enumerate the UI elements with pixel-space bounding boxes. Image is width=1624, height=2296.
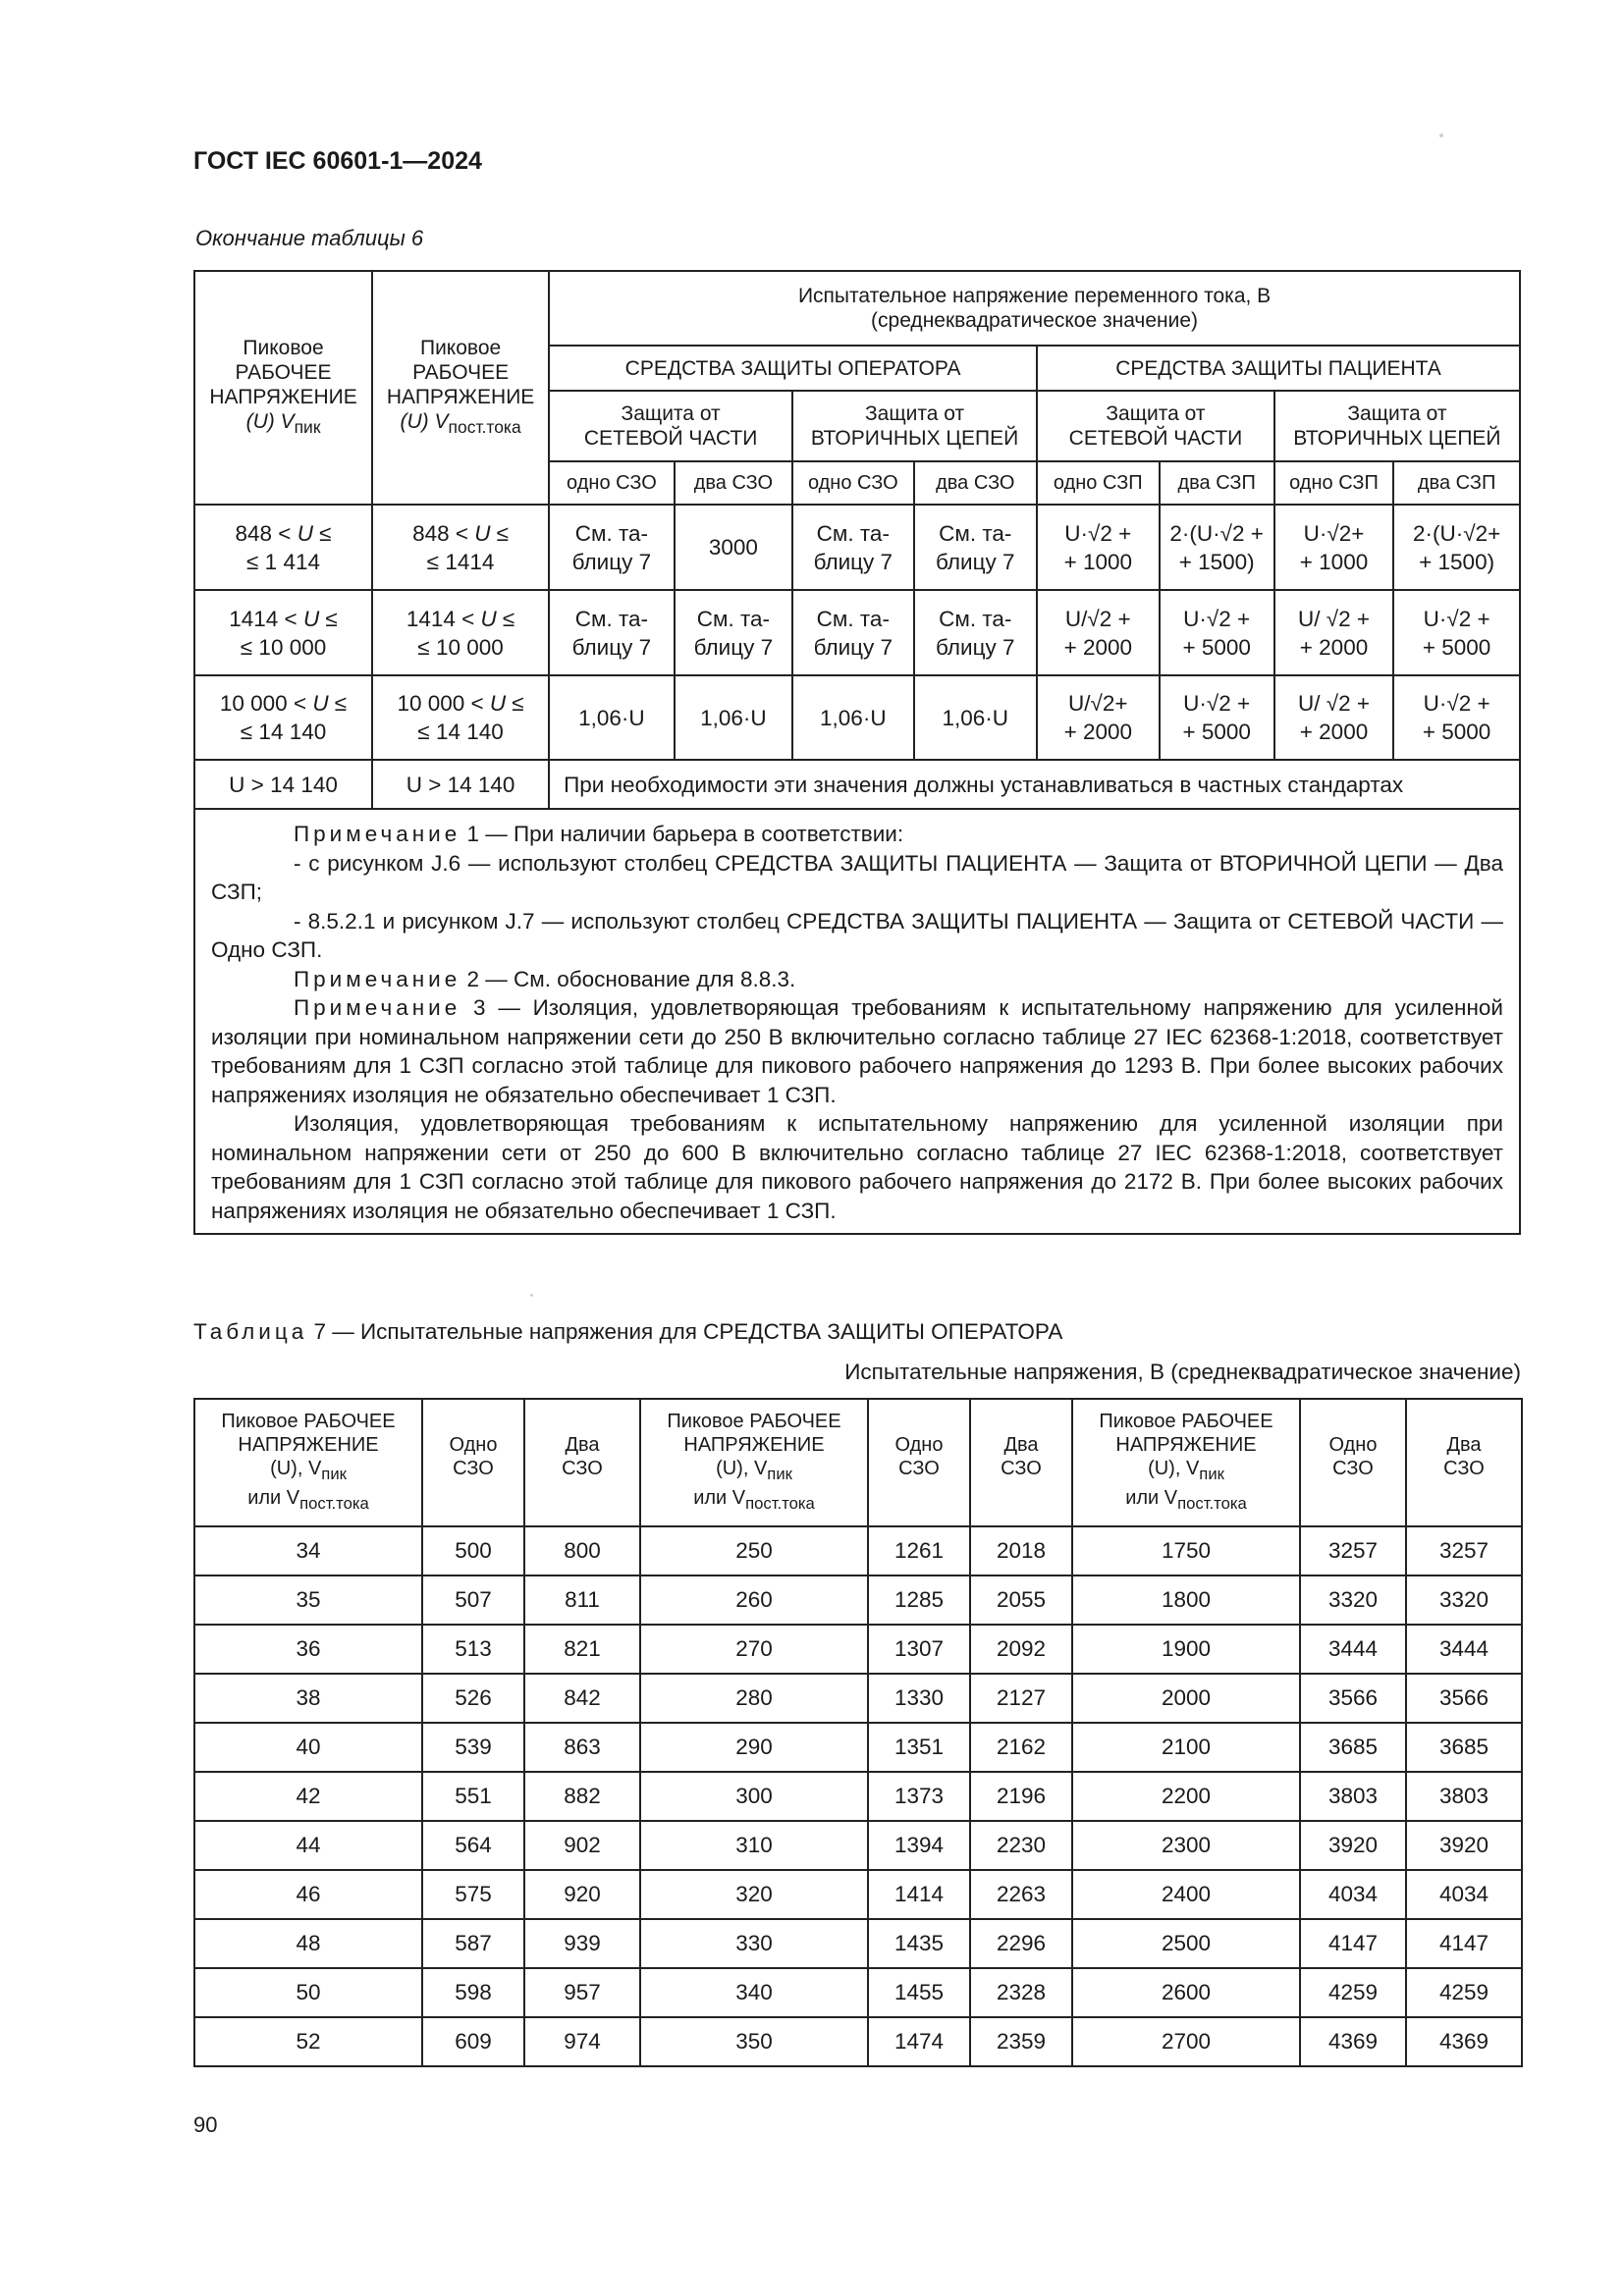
header-one-szo: Одно СЗО: [422, 1399, 524, 1526]
table-row: [194, 590, 1520, 675]
scan-speck: [530, 1294, 533, 1297]
value-cell: См. та- блицу 7: [792, 590, 913, 675]
table-row: [194, 505, 1520, 590]
table-row: [194, 1625, 1522, 1674]
page-number: 90: [193, 2112, 218, 2137]
document-header: ГОСТ IEC 60601-1—2024: [193, 147, 482, 175]
range-cell: U > 14 140: [194, 760, 372, 809]
value-cell: 3000: [675, 505, 792, 590]
table-cell: 2600: [1072, 1968, 1300, 2017]
note-1-item-a: - с рисунком J.6 — используют столбец СРЕДСТВА ЗАЩИТЫ ПАЦИЕНТА — Защита от ВТОРИЧНОЙ ЦЕПИ — Два СЗП;: [211, 850, 1503, 904]
table-cell: 2328: [970, 1968, 1072, 2017]
formula-cell: U·√2 + + 5000: [1160, 675, 1274, 760]
header-two-szp: два СЗП: [1160, 461, 1274, 505]
table-cell: 1435: [868, 1919, 970, 1968]
table-row: [194, 1526, 1522, 1575]
table-cell: 609: [422, 2017, 524, 2066]
value-cell: См. та- блицу 7: [914, 590, 1038, 675]
formula-cell: U·√2 + + 5000: [1160, 590, 1274, 675]
table-row: [194, 1575, 1522, 1625]
table-cell: 300: [640, 1772, 868, 1821]
table-cell: 3920: [1406, 1821, 1522, 1870]
table-row: [194, 675, 1520, 760]
note-2: Примечание 2 — См. обоснование для 8.8.3.: [294, 966, 796, 991]
table-cell: 3257: [1300, 1526, 1406, 1575]
table-cell: 50: [194, 1968, 422, 2017]
table-cell: 320: [640, 1870, 868, 1919]
table-cell: 4259: [1300, 1968, 1406, 2017]
table-cell: 4034: [1406, 1870, 1522, 1919]
table6-notes: [194, 809, 1520, 1234]
table-cell: 920: [524, 1870, 640, 1919]
table-cell: 350: [640, 2017, 868, 2066]
value-cell: 1,06·U: [549, 675, 675, 760]
private-standards-cell: При необходимости эти значения должны устанавливаться в частных стандартах: [549, 760, 1520, 809]
table-cell: 3320: [1300, 1575, 1406, 1625]
formula-cell: 2·(U·√2+ + 1500): [1393, 505, 1520, 590]
table-cell: 2092: [970, 1625, 1072, 1674]
table-cell: 3566: [1300, 1674, 1406, 1723]
header-peak-voltage: Пиковое РАБОЧЕЕ НАПРЯЖЕНИЕ (U), $V_{пик}$ или $V_{пост.тока}$: [194, 1399, 422, 1526]
header-peak-voltage: Пиковое РАБОЧЕЕ НАПРЯЖЕНИЕ (U), $V_{пик}$ или $V_{пост.тока}$: [1072, 1399, 1300, 1526]
table-cell: 1351: [868, 1723, 970, 1772]
formula-cell: U/√2 + + 2000: [1037, 590, 1159, 675]
header-one-szo: одно СЗО: [549, 461, 675, 505]
header-mop-secondary: Защита от ВТОРИЧНЫХ ЦЕПЕЙ: [792, 391, 1037, 461]
table-cell: 310: [640, 1821, 868, 1870]
range-cell: 10 000 < U ≤ ≤ 14 140: [372, 675, 549, 760]
table-cell: 598: [422, 1968, 524, 2017]
table-cell: 2263: [970, 1870, 1072, 1919]
table-row: [194, 1870, 1522, 1919]
table-cell: 44: [194, 1821, 422, 1870]
formula-cell: U·√2+ + 1000: [1274, 505, 1393, 590]
table-cell: 2018: [970, 1526, 1072, 1575]
value-cell: См. та- блицу 7: [549, 505, 675, 590]
formula-cell: U/√2+ + 2000: [1037, 675, 1159, 760]
header-mop: СРЕДСТВА ЗАЩИТЫ ОПЕРАТОРА: [549, 346, 1037, 391]
table-cell: 35: [194, 1575, 422, 1625]
table-row: [194, 2017, 1522, 2066]
table-cell: 4147: [1300, 1919, 1406, 1968]
table-cell: 36: [194, 1625, 422, 1674]
table-cell: 2200: [1072, 1772, 1300, 1821]
formula-cell: U·√2 + + 5000: [1393, 590, 1520, 675]
note-1: Примечание 1 — При наличии барьера в соответствии:: [294, 822, 904, 846]
table-cell: 270: [640, 1625, 868, 1674]
table-cell: 2100: [1072, 1723, 1300, 1772]
table-cell: 2127: [970, 1674, 1072, 1723]
table-cell: 1307: [868, 1625, 970, 1674]
table-cell: 2500: [1072, 1919, 1300, 1968]
range-cell: U > 14 140: [372, 760, 549, 809]
value-cell: См. та- блицу 7: [914, 505, 1038, 590]
header-two-szo: Два СЗО: [1406, 1399, 1522, 1526]
table-cell: 52: [194, 2017, 422, 2066]
range-cell: 848 < U ≤ ≤ 1414: [372, 505, 549, 590]
table-row: [194, 1772, 1522, 1821]
table-cell: 564: [422, 1821, 524, 1870]
formula-cell: U·√2 + + 1000: [1037, 505, 1159, 590]
table-cell: 2196: [970, 1772, 1072, 1821]
table-cell: 3566: [1406, 1674, 1522, 1723]
formula-cell: U/ √2 + + 2000: [1274, 675, 1393, 760]
table-cell: 1285: [868, 1575, 970, 1625]
value-cell: 1,06·U: [675, 675, 792, 760]
table-row: [194, 1821, 1522, 1870]
table-cell: 1414: [868, 1870, 970, 1919]
table-cell: 507: [422, 1575, 524, 1625]
table-row: [194, 1723, 1522, 1772]
note-3: Примечание 3 — Изоляция, удовлетворяющая требованиям к испытательному напряжению для усиленной изоляции при номинальном напряжении сети до 250 В включительно согласно таблице 27 IEC 62368-1:2018, соответствует требованиям для 1 СЗП согласно этой таблице для пикового рабочего напряжения до 1293 В. При более высоких рабочих напряжениях изоляция не обязательно обеспечивает 1 СЗП.: [211, 995, 1503, 1107]
table-cell: 46: [194, 1870, 422, 1919]
header-two-szo: два СЗО: [675, 461, 792, 505]
table-cell: 48: [194, 1919, 422, 1968]
table-cell: 2300: [1072, 1821, 1300, 1870]
table-cell: 2162: [970, 1723, 1072, 1772]
table-cell: 4034: [1300, 1870, 1406, 1919]
table-cell: 250: [640, 1526, 868, 1575]
table-cell: 2055: [970, 1575, 1072, 1625]
header-peak-voltage: Пиковое РАБОЧЕЕ НАПРЯЖЕНИЕ (U) $V_{пик}$: [194, 271, 372, 505]
table-cell: 513: [422, 1625, 524, 1674]
value-cell: 1,06·U: [792, 675, 913, 760]
table-cell: 40: [194, 1723, 422, 1772]
table-row: [194, 760, 1520, 809]
table-cell: 811: [524, 1575, 640, 1625]
formula-cell: U·√2 + + 5000: [1393, 675, 1520, 760]
table-cell: 2296: [970, 1919, 1072, 1968]
table-cell: 974: [524, 2017, 640, 2066]
table6-caption: Окончание таблицы 6: [195, 226, 424, 250]
header-two-szo: Два СЗО: [524, 1399, 640, 1526]
table-cell: 1330: [868, 1674, 970, 1723]
table-cell: 3803: [1406, 1772, 1522, 1821]
table-cell: 3257: [1406, 1526, 1522, 1575]
header-one-szp: одно СЗП: [1037, 461, 1159, 505]
header-test-voltage: Испытательное напряжение переменного тока, В (среднеквадратическое значение): [549, 271, 1520, 346]
table-cell: 260: [640, 1575, 868, 1625]
table-cell: 551: [422, 1772, 524, 1821]
table-cell: 3920: [1300, 1821, 1406, 1870]
table-row: [194, 1919, 1522, 1968]
table-cell: 842: [524, 1674, 640, 1723]
header-peak-voltage: Пиковое РАБОЧЕЕ НАПРЯЖЕНИЕ (U), $V_{пик}$ или $V_{пост.тока}$: [640, 1399, 868, 1526]
table-cell: 1455: [868, 1968, 970, 2017]
header-two-szp: два СЗП: [1393, 461, 1520, 505]
table-cell: 42: [194, 1772, 422, 1821]
table-cell: 2359: [970, 2017, 1072, 2066]
scan-speck: [1439, 133, 1443, 137]
table-cell: 3803: [1300, 1772, 1406, 1821]
value-cell: См. та- блицу 7: [549, 590, 675, 675]
header-mopp-mains: Защита от СЕТЕВОЙ ЧАСТИ: [1037, 391, 1274, 461]
note-3-continued: Изоляция, удовлетворяющая требованиям к испытательному напряжению для усиленной изоляции при номинальном напряжении сети от 250 до 600 В включительно согласно таблице 27 IEC 62368-1:2018, соответствует требованиям для 1 СЗП согласно этой таблице для пикового рабочего напряжения до 2172 В. При более высоких рабочих напряжениях изоляция не обязательно обеспечивает 1 СЗП.: [211, 1111, 1503, 1223]
table-cell: 2400: [1072, 1870, 1300, 1919]
table-cell: 800: [524, 1526, 640, 1575]
table-cell: 1261: [868, 1526, 970, 1575]
header-mopp-secondary: Защита от ВТОРИЧНЫХ ЦЕПЕЙ: [1274, 391, 1520, 461]
table-cell: 4369: [1300, 2017, 1406, 2066]
table-cell: 3444: [1406, 1625, 1522, 1674]
header-mopp: СРЕДСТВА ЗАЩИТЫ ПАЦИЕНТА: [1037, 346, 1520, 391]
table-cell: 2700: [1072, 2017, 1300, 2066]
table-cell: 500: [422, 1526, 524, 1575]
table-cell: 4147: [1406, 1919, 1522, 1968]
table-cell: 3444: [1300, 1625, 1406, 1674]
header-two-szo: Два СЗО: [970, 1399, 1072, 1526]
value-cell: См. та- блицу 7: [792, 505, 913, 590]
table-cell: 3685: [1300, 1723, 1406, 1772]
header-peak-dc-voltage: Пиковое РАБОЧЕЕ НАПРЯЖЕНИЕ (U) $V_{пост.тока}$: [372, 271, 549, 505]
table-cell: 1394: [868, 1821, 970, 1870]
table-cell: 2230: [970, 1821, 1072, 1870]
table-cell: 3320: [1406, 1575, 1522, 1625]
table-cell: 340: [640, 1968, 868, 2017]
table-cell: 4259: [1406, 1968, 1522, 2017]
table-cell: 2000: [1072, 1674, 1300, 1723]
formula-cell: 2·(U·√2 + + 1500): [1160, 505, 1274, 590]
table-cell: 3685: [1406, 1723, 1522, 1772]
table-cell: 939: [524, 1919, 640, 1968]
table-cell: 38: [194, 1674, 422, 1723]
table-cell: 280: [640, 1674, 868, 1723]
table-cell: 1750: [1072, 1526, 1300, 1575]
header-one-szo: Одно СЗО: [868, 1399, 970, 1526]
table-cell: 902: [524, 1821, 640, 1870]
value-cell: 1,06·U: [914, 675, 1038, 760]
table-row: [194, 1674, 1522, 1723]
range-cell: 1414 < U ≤ ≤ 10 000: [194, 590, 372, 675]
range-cell: 848 < U ≤ ≤ 1 414: [194, 505, 372, 590]
table-cell: 4369: [1406, 2017, 1522, 2066]
header-one-szp: одно СЗП: [1274, 461, 1393, 505]
range-cell: 10 000 < U ≤ ≤ 14 140: [194, 675, 372, 760]
table-cell: 821: [524, 1625, 640, 1674]
header-one-szo: Одно СЗО: [1300, 1399, 1406, 1526]
table-cell: 957: [524, 1968, 640, 2017]
table-cell: 34: [194, 1526, 422, 1575]
table-cell: 526: [422, 1674, 524, 1723]
table-cell: 575: [422, 1870, 524, 1919]
table-6: [193, 270, 1521, 1235]
table-cell: 587: [422, 1919, 524, 1968]
table-cell: 882: [524, 1772, 640, 1821]
note-1-item-b: - 8.5.2.1 и рисунком J.7 — используют столбец СРЕДСТВА ЗАЩИТЫ ПАЦИЕНТА — Защита от СЕТЕВОЙ ЧАСТИ — Одно СЗП.: [211, 908, 1503, 962]
formula-cell: U/ √2 + + 2000: [1274, 590, 1393, 675]
table-row: [194, 1968, 1522, 2017]
table-cell: 539: [422, 1723, 524, 1772]
table-cell: 1474: [868, 2017, 970, 2066]
table7-units: Испытательные напряжения, В (среднеквадратическое значение): [844, 1360, 1521, 1384]
table-cell: 290: [640, 1723, 868, 1772]
value-cell: См. та- блицу 7: [675, 590, 792, 675]
table-cell: 330: [640, 1919, 868, 1968]
header-one-szo: одно СЗО: [792, 461, 913, 505]
header-two-szo: два СЗО: [914, 461, 1038, 505]
table-7: [193, 1398, 1523, 2067]
table-cell: 1373: [868, 1772, 970, 1821]
table-cell: 1800: [1072, 1575, 1300, 1625]
table7-caption: Таблица 7 — Испытательные напряжения для СРЕДСТВА ЗАЩИТЫ ОПЕРАТОРА: [193, 1319, 1063, 1344]
table-cell: 1900: [1072, 1625, 1300, 1674]
header-mop-mains: Защита от СЕТЕВОЙ ЧАСТИ: [549, 391, 792, 461]
range-cell: 1414 < U ≤ ≤ 10 000: [372, 590, 549, 675]
table-cell: 863: [524, 1723, 640, 1772]
